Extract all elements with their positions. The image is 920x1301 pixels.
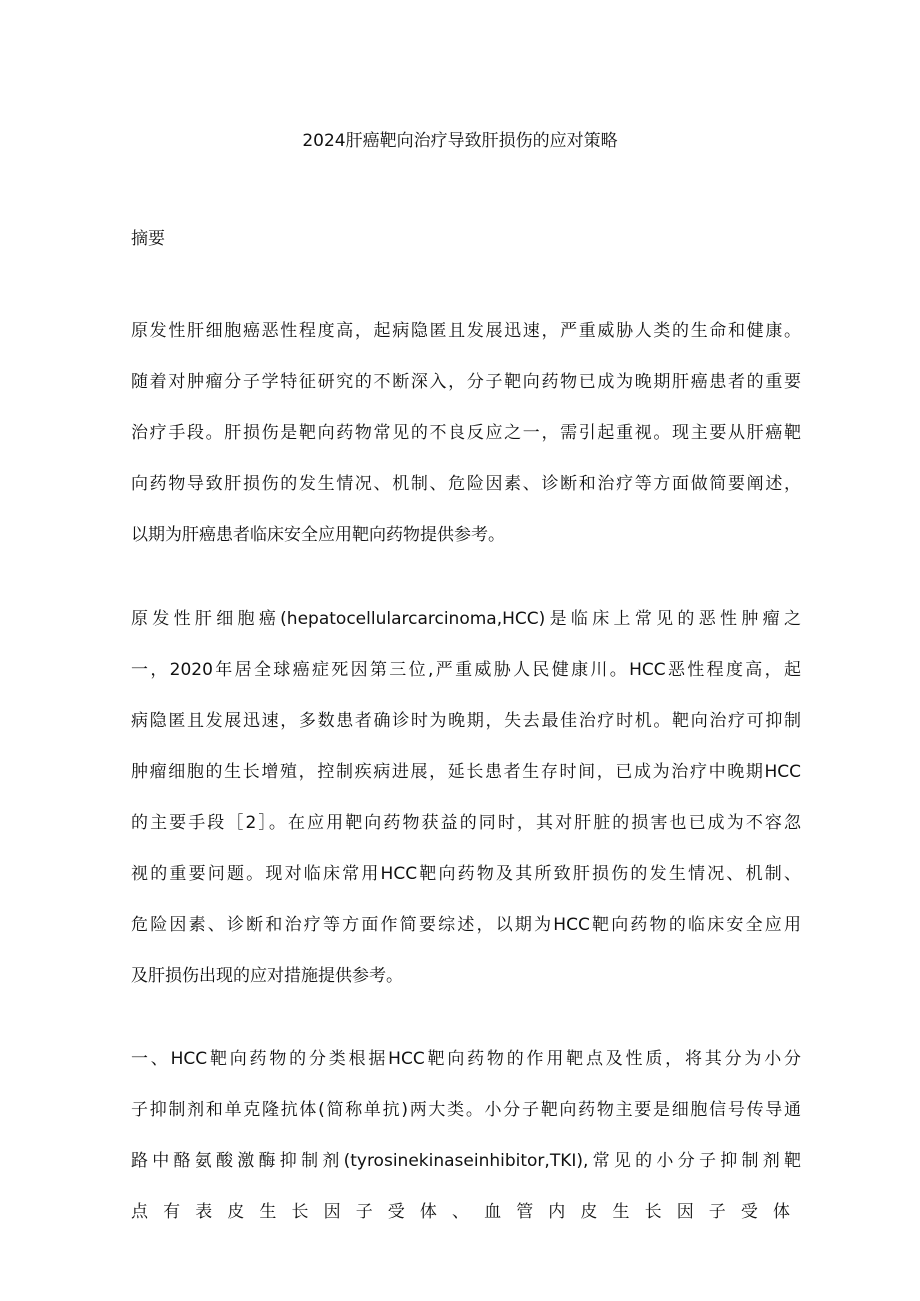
text-line: 点有表皮生长因子受体、血管内皮生长因子受体 <box>131 1202 801 1222</box>
text-line: 危险因素、诊断和治疗等方面作简要综述，以期为HCC靶向药物的临床安全应用 <box>131 915 801 935</box>
text-line: 的主要手段［2］。在应用靶向药物获益的同时，其对肝脏的损害也已成为不容忽 <box>131 813 801 833</box>
text-line: 路中酪氨酸激酶抑制剂(tyrosinekinaseinhibitor,TKI),常见的小分子抑制剂靶 <box>131 1151 801 1171</box>
text-line: 原发性肝细胞癌(hepatocellularcarcinoma,HCC)是临床上常见的恶性肿瘤之 <box>131 609 801 629</box>
text-line: 随着对肿瘤分子学特征研究的不断深入，分子靶向药物已成为晚期肝癌患者的重要 <box>131 372 801 392</box>
text-line: 以期为肝癌患者临床安全应用靶向药物提供参考。 <box>131 525 505 545</box>
text-line: 向药物导致肝损伤的发生情况、机制、危险因素、诊断和治疗等方面做简要阐述， <box>131 474 801 494</box>
text-line: 肿瘤细胞的生长增殖，控制疾病进展，延长患者生存时间，已成为治疗中晚期HCC <box>131 762 801 782</box>
text-line: 及肝损伤出现的应对措施提供参考。 <box>131 966 403 986</box>
document-title: 2024肝癌靶向治疗导致肝损伤的应对策略 <box>302 131 618 151</box>
text-line: 一，2020年居全球癌症死因第三位,严重威胁人民健康川。HCC恶性程度高，起 <box>131 660 801 680</box>
paragraph-introduction <box>131 604 801 1012</box>
text-line: 治疗手段。肝损伤是靶向药物常见的不良反应之一，需引起重视。现主要从肝癌靶 <box>131 423 801 443</box>
text-line: 原发性肝细胞癌恶性程度高，起病隐匿且发展迅速，严重威胁人类的生命和健康。 <box>131 321 801 341</box>
text-line: 视的重要问题。现对临床常用HCC靶向药物及其所致肝损伤的发生情况、机制、 <box>131 864 801 884</box>
text-line: 病隐匿且发展迅速，多数患者确诊时为晚期，失去最佳治疗时机。靶向治疗可抑制 <box>131 711 801 731</box>
paragraph-abstract <box>131 316 801 571</box>
text-line: 子抑制剂和单克隆抗体(简称单抗)两大类。小分子靶向药物主要是细胞信号传导通 <box>131 1100 801 1120</box>
paragraph-section-1 <box>131 1044 801 1248</box>
text-line: 一、HCC靶向药物的分类根据HCC靶向药物的作用靶点及性质，将其分为小分 <box>131 1049 801 1069</box>
abstract-heading: 摘要 <box>131 229 165 249</box>
